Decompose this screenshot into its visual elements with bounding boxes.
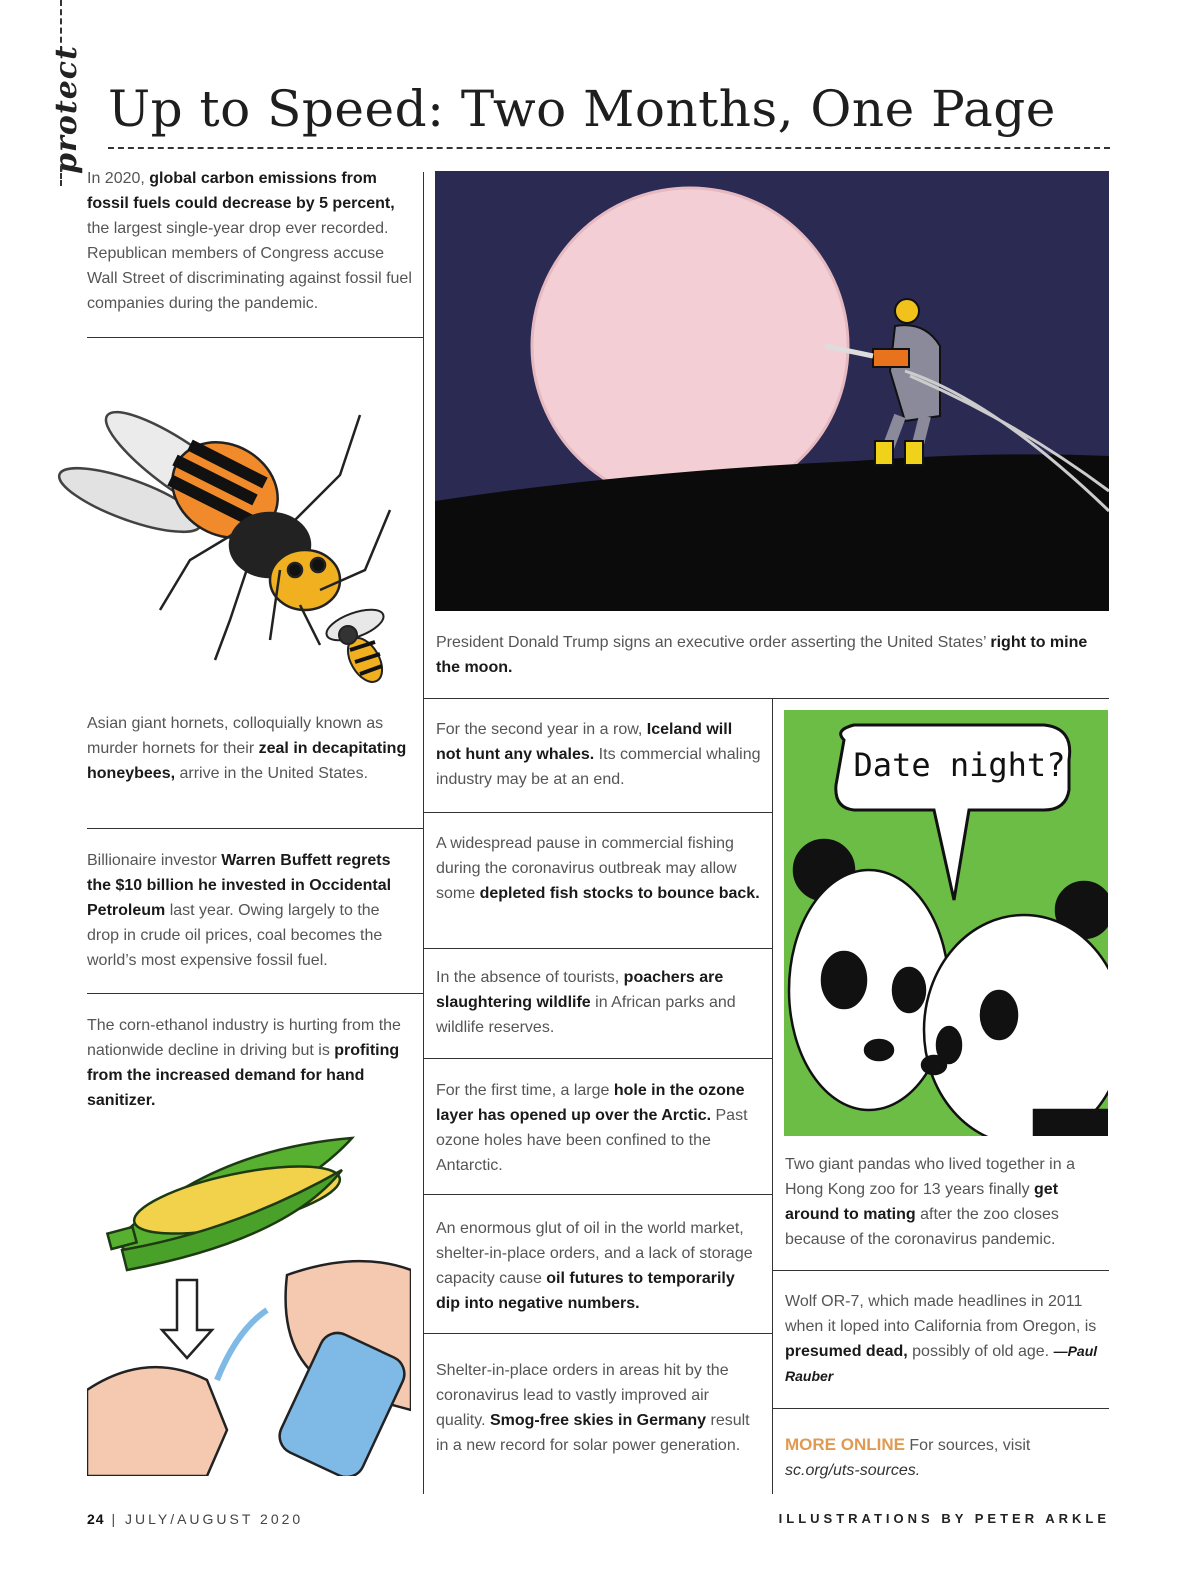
item-wolf-or7: Wolf OR-7, which made headlines in 2011 when it loped into California from Oregon, is presumed dead, possibly of old age. —Paul Rauber [785,1293,1098,1384]
rule [87,828,423,829]
rule [423,812,772,813]
rule [87,337,423,338]
illustration-credit: ILLUSTRATIONS BY PETER ARKLE [778,1511,1110,1526]
moon-mining-illustration [435,171,1109,611]
item-giant-pandas: Two giant pandas who lived together in a Hong Kong zoo for 13 years finally get around to mating after the zoo closes because of the coronavirus pandemic. [785,1156,1075,1248]
hill-shape [435,454,1109,611]
col-divider-2 [772,698,773,1494]
item-ozone-hole: For the first time, a large hole in the ozone layer has opened up over the Arctic. Past ozone holes have been confined to the Antarctic. [436,1082,748,1174]
item-iceland-whales: For the second year in a row, Iceland will not hunt any whales. Its commercial whaling industry may be at an end. [436,721,761,788]
section-tag: protect [48,45,84,174]
rule [423,948,772,949]
item-fish-stocks: A widespread pause in commercial fishing during the coronavirus outbreak may allow some depleted fish stocks to bounce back. [436,835,760,902]
tag-dash-bottom [60,166,62,186]
item-moon-mining: President Donald Trump signs an executive order asserting the United States’ right to mine the moon. [436,634,1088,676]
panda-right-icon [922,882,1108,1136]
corn-icon [107,1138,352,1270]
rule [772,1270,1109,1271]
moon-icon [532,188,848,504]
rule [423,1333,772,1334]
page-number: 24 [87,1511,105,1527]
more-online: MORE ONLINE For sources, visit sc.org/uts-sources. [785,1435,1031,1479]
issue-date: JULY/AUGUST 2020 [125,1511,304,1527]
corn-sanitizer-illustration [87,1130,411,1476]
speech-bubble-text: Date night? [853,746,1066,784]
rule [423,1194,772,1195]
page-title: Up to Speed: Two Months, One Page [108,80,1056,138]
rule [772,1408,1109,1409]
rule [87,993,423,994]
item-oil-futures: An enormous glut of oil in the world market, shelter-in-place orders, and a lack of storage capacity cause oil futures to temporarily dip into negative numbers. [436,1220,753,1312]
sources-link[interactable]: sc.org/uts-sources. [785,1462,921,1479]
item-smog-free-skies: Shelter-in-place orders in areas hit by the coronavirus lead to vastly improved air quality. Smog-free skies in Germany result in a new record for solar power generation. [436,1362,750,1454]
title-rule [108,147,1110,149]
honeybee-icon [323,603,389,687]
author-credit: —Paul Rauber [785,1343,1098,1384]
item-poachers: In the absence of tourists, poachers are slaughtering wildlife in African parks and wildlife reserves. [436,969,736,1036]
pandas-illustration [784,710,1108,1136]
item-warren-buffett: Billionaire investor Warren Buffett regrets the $10 billion he invested in Occidental Petroleum last year. Owing largely to the drop in crude oil prices, coal becomes the world’s most expensive fossil fuel. [87,852,392,969]
col-divider-1 [423,172,424,1494]
hornet-illustration [50,360,420,700]
arrow-down-icon [162,1280,212,1358]
footer-issue: 24 | JULY/AUGUST 2020 [87,1511,304,1527]
item-corn-ethanol: The corn-ethanol industry is hurting from the nationwide decline in driving but is profiting from the increased demand for hand sanitizer. [87,1017,401,1109]
hands-icon [87,1261,411,1476]
rule [423,698,1109,699]
rule [423,1058,772,1059]
item-murder-hornets: Asian giant hornets, colloquially known as murder hornets for their zeal in decapitating honeybees, arrive in the United States. [87,715,407,782]
more-online-label: MORE ONLINE [785,1435,905,1454]
item-carbon-emissions: In 2020, global carbon emissions from fossil fuels could decrease by 5 percent, the largest single-year drop ever recorded. Republican members of Congress accuse Wall Street of discriminating against fossil fuel companies during the pandemic. [87,170,412,312]
